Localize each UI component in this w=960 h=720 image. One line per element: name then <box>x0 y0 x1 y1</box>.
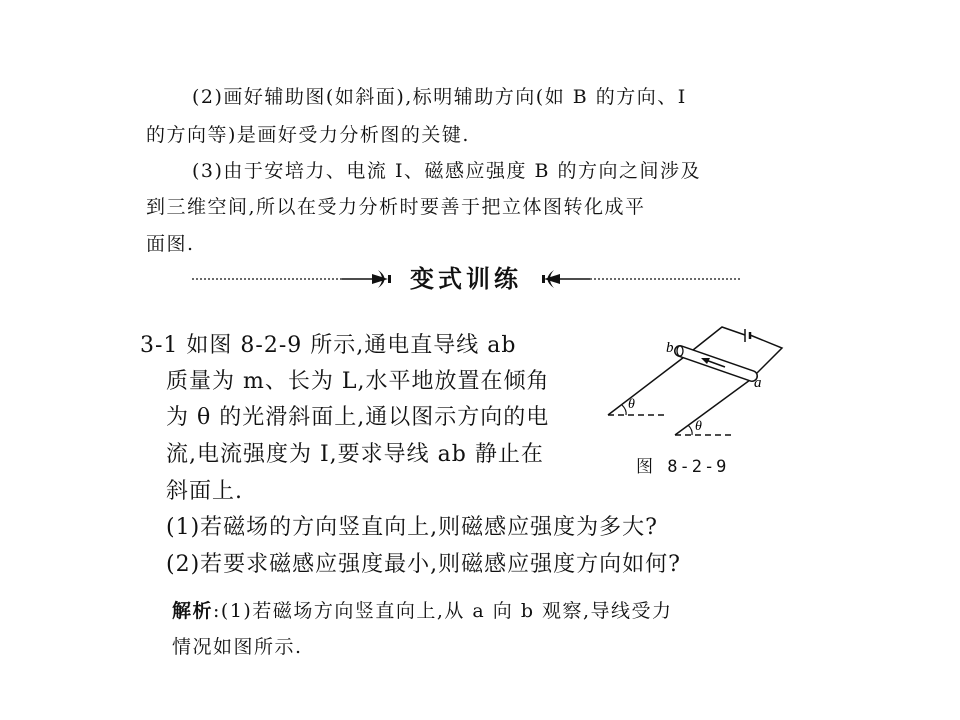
intro-p2-line2: 的方向等)是画好受力分析图的关键. <box>146 124 470 146</box>
question-2: (2)若要求磁感应强度最小,则磁感应强度方向如何? <box>166 552 681 577</box>
problem-line1: 3-1 如图 8-2-9 所示,通电直导线 ab <box>140 333 517 358</box>
intro-p3-line1: (3)由于安培力、电流 I、磁感应强度 B 的方向之间涉及 <box>192 160 702 182</box>
problem-line4: 流,电流强度为 I,要求导线 ab 静止在 <box>166 442 544 467</box>
figure-caption: 图 8-2-9 <box>636 457 729 477</box>
conductor-rod <box>677 346 752 376</box>
circuit-wire <box>688 327 745 354</box>
upper-rail <box>608 354 688 415</box>
intro-p2-line1: (2)画好辅助图(如斜面),标明辅助方向(如 B 的方向、I <box>192 86 687 108</box>
solution-label: 解析 <box>172 600 214 622</box>
solution-line1 <box>172 596 673 623</box>
solution-line2: 情况如图所示. <box>172 636 303 658</box>
solution-text-1: :(1)若磁场方向竖直向上,从 a 向 b 观察,导线受力 <box>213 600 673 622</box>
section-title: 变式训练 <box>410 265 522 293</box>
question-1: (1)若磁场的方向竖直向上,则磁感应强度为多大? <box>166 515 658 540</box>
problem-line5: 斜面上. <box>166 479 243 504</box>
section-banner <box>192 262 740 296</box>
label-theta-upper: θ <box>628 397 635 412</box>
intro-p3-line3: 面图. <box>146 233 195 255</box>
label-b: b <box>666 340 674 356</box>
lower-rail <box>675 380 750 435</box>
problem-line3: 为 θ 的光滑斜面上,通以图示方向的电 <box>166 405 550 430</box>
label-theta-lower: θ <box>695 419 702 434</box>
intro-p3-line2: 到三维空间,所以在受力分析时要善于把立体图转化成平 <box>146 196 646 218</box>
label-a: a <box>754 375 762 391</box>
problem-line2: 质量为 m、长为 L,水平地放置在倾角 <box>166 369 550 394</box>
